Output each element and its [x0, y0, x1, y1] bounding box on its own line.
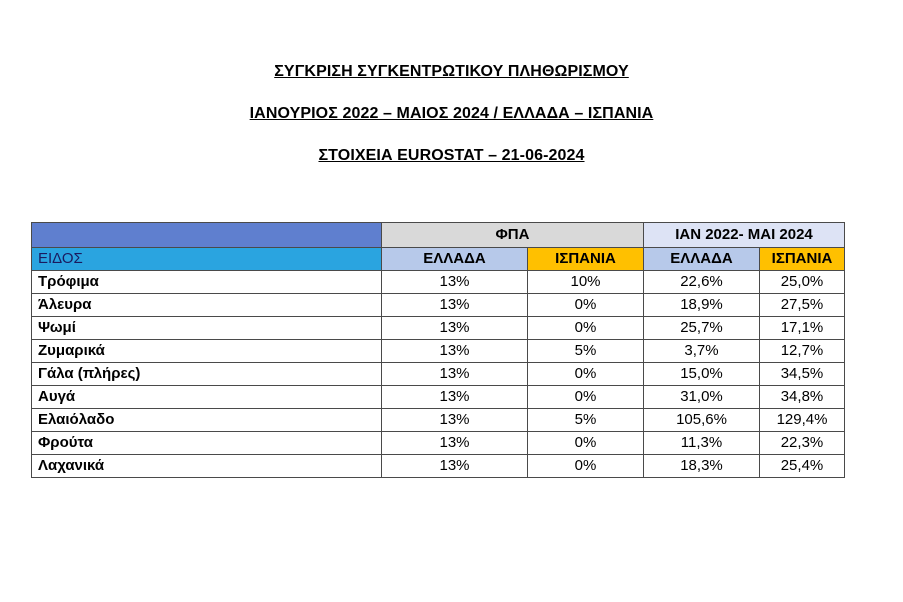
table-row — [32, 271, 845, 294]
table-row — [32, 317, 845, 340]
header-row-columns — [32, 248, 845, 271]
inflation-spain-cell: 17,1% — [760, 317, 845, 340]
vat-spain-cell: 0% — [528, 432, 644, 455]
vat-spain-cell: 0% — [528, 294, 644, 317]
vat-greece-cell: 13% — [382, 455, 528, 478]
title-line-1: ΣΥΓΚΡΙΣΗ ΣΥΓΚΕΝΤΡΩΤΙΚΟΥ ΠΛΗΘΩΡΙΣΜΟΥ — [274, 63, 629, 80]
table-row — [32, 432, 845, 455]
header-inflation-greece: ΕΛΛΑΔΑ — [644, 248, 760, 271]
table-row — [32, 409, 845, 432]
item-name-cell: Τρόφιμα — [32, 271, 382, 294]
inflation-greece-cell: 31,0% — [644, 386, 760, 409]
header-item: ΕΙΔΟΣ — [32, 248, 382, 271]
header-vat-spain: ΙΣΠΑΝΙΑ — [528, 248, 644, 271]
inflation-spain-cell: 27,5% — [760, 294, 845, 317]
table-row — [32, 340, 845, 363]
inflation-spain-cell: 34,8% — [760, 386, 845, 409]
vat-greece-cell: 13% — [382, 340, 528, 363]
vat-greece-cell: 13% — [382, 432, 528, 455]
inflation-spain-cell: 22,3% — [760, 432, 845, 455]
inflation-greece-cell: 22,6% — [644, 271, 760, 294]
inflation-spain-cell: 129,4% — [760, 409, 845, 432]
title-line-2: ΙΑΝΟΥΡΙΟΣ 2022 – ΜΑΙΟΣ 2024 / ΕΛΛΑΔΑ – ΙΣΠΑΝΙΑ — [249, 105, 654, 122]
document-titles — [0, 62, 903, 188]
table-row — [32, 386, 845, 409]
inflation-spain-cell: 25,0% — [760, 271, 845, 294]
vat-greece-cell: 13% — [382, 294, 528, 317]
header-vat-group: ΦΠΑ — [382, 223, 644, 248]
vat-spain-cell: 5% — [528, 409, 644, 432]
item-name-cell: Γάλα (πλήρες) — [32, 363, 382, 386]
vat-greece-cell: 13% — [382, 271, 528, 294]
inflation-greece-cell: 105,6% — [644, 409, 760, 432]
vat-spain-cell: 0% — [528, 363, 644, 386]
table-body — [32, 223, 845, 478]
comparison-table — [31, 222, 845, 478]
vat-spain-cell: 5% — [528, 340, 644, 363]
header-vat-greece: ΕΛΛΑΔΑ — [382, 248, 528, 271]
header-row-groups — [32, 223, 845, 248]
vat-spain-cell: 10% — [528, 271, 644, 294]
vat-greece-cell: 13% — [382, 363, 528, 386]
inflation-greece-cell: 25,7% — [644, 317, 760, 340]
inflation-greece-cell: 18,3% — [644, 455, 760, 478]
item-name-cell: Αυγά — [32, 386, 382, 409]
inflation-spain-cell: 12,7% — [760, 340, 845, 363]
header-period-group: ΙΑΝ 2022- ΜΑΙ 2024 — [644, 223, 845, 248]
inflation-greece-cell: 3,7% — [644, 340, 760, 363]
header-corner-cell — [32, 223, 382, 248]
table-row — [32, 294, 845, 317]
item-name-cell: Άλευρα — [32, 294, 382, 317]
vat-greece-cell: 13% — [382, 409, 528, 432]
inflation-spain-cell: 25,4% — [760, 455, 845, 478]
header-inflation-spain: ΙΣΠΑΝΙΑ — [760, 248, 845, 271]
item-name-cell: Λαχανικά — [32, 455, 382, 478]
vat-greece-cell: 13% — [382, 317, 528, 340]
inflation-greece-cell: 11,3% — [644, 432, 760, 455]
table-row — [32, 455, 845, 478]
inflation-spain-cell: 34,5% — [760, 363, 845, 386]
item-name-cell: Ψωμί — [32, 317, 382, 340]
item-name-cell: Ελαιόλαδο — [32, 409, 382, 432]
inflation-greece-cell: 18,9% — [644, 294, 760, 317]
item-name-cell: Φρούτα — [32, 432, 382, 455]
inflation-greece-cell: 15,0% — [644, 363, 760, 386]
vat-greece-cell: 13% — [382, 386, 528, 409]
vat-spain-cell: 0% — [528, 455, 644, 478]
item-name-cell: Ζυμαρικά — [32, 340, 382, 363]
title-line-3: ΣΤΟΙΧΕΙΑ EUROSTAT – 21-06-2024 — [318, 147, 585, 164]
table-row — [32, 363, 845, 386]
vat-spain-cell: 0% — [528, 317, 644, 340]
vat-spain-cell: 0% — [528, 386, 644, 409]
